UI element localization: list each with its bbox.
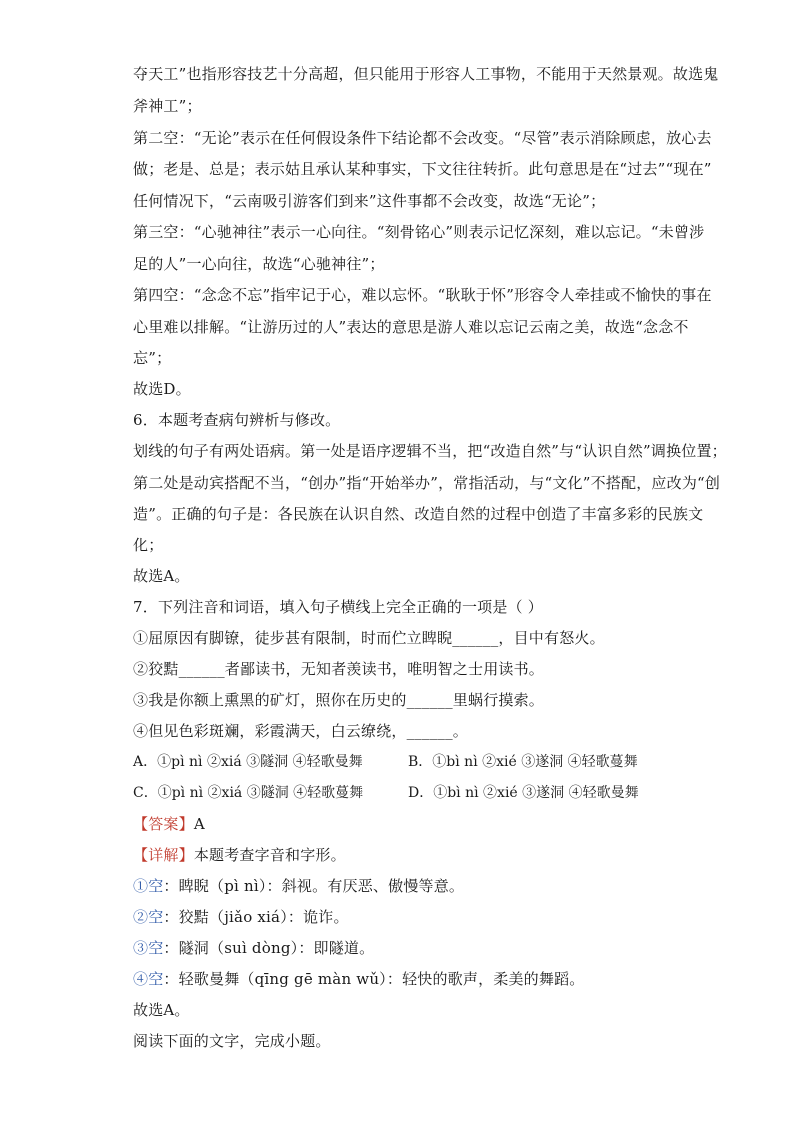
text-line: 任何情况下，“云南吸引游客们到来”这件事都不会改变，故选“无论”； <box>133 192 606 210</box>
text-line: 造”。正确的句子是：各民族在认识自然、改造自然的过程中创造了丰富多彩的民族文 <box>133 505 704 523</box>
option-c: C．①pì nì ②xiá ③隧洞 ④轻歌蔓舞 <box>133 785 364 801</box>
text-line: 故选A。 <box>133 567 190 585</box>
blank-number: ①空 <box>133 877 164 895</box>
option-a: A．①pì nì ②xiá ③隧洞 ④轻歌曼舞 <box>133 754 363 770</box>
text-line: 第二处是动宾搭配不当，“创办”指“开始举办”，常指活动，与“文化”不搭配，应改为“创 <box>133 474 721 492</box>
detail-text: 本题考查字音和字形。 <box>193 846 346 864</box>
text-line: 第四空：“念念不忘”指牢记于心，难以忘怀。“耿耿于怀”形容令人牵挂或不愉快的事在 <box>133 286 712 304</box>
answer-label: 【答案】 <box>133 815 194 833</box>
option-b: B．①bì nì ②xié ③遂洞 ④轻歌蔓舞 <box>408 754 638 770</box>
text-line: 做；老是、总是；表示姑且承认某种事实，下文往往转折。此句意思是在“过去”“现在” <box>133 160 712 178</box>
text-line: 夺天工”也指形容技艺十分高超，但只能用于形容人工事物，不能用于天然景观。故选鬼 <box>133 65 719 83</box>
blank-number: ②空 <box>133 908 164 926</box>
blank-number: ④空 <box>133 970 164 988</box>
option-d: D．①bì nì ②xié ③遂洞 ④轻歌曼舞 <box>408 785 639 801</box>
question-heading: 7．下列注音和词语，填入句子横线上完全正确的一项是（ ） <box>133 598 543 616</box>
text-line: 故选D。 <box>133 380 191 398</box>
blank-explanation <box>133 907 349 927</box>
question-item: ④但见色彩斑斓，彩霞满天，白云缭绕，______。 <box>133 722 469 740</box>
blank-explanation <box>133 938 374 958</box>
text-line: 故选A。 <box>133 1001 190 1019</box>
blank-number: ③空 <box>133 939 164 957</box>
text-line: 化； <box>133 536 164 554</box>
question-heading: 6．本题考查病句辨析与修改。 <box>133 411 341 429</box>
text-line: 足的人”一心向往，故选“心驰神往”； <box>133 255 385 273</box>
answer-line <box>133 814 205 834</box>
blank-text: ：睥睨（pì nì）：斜视。有厌恶、傲慢等意。 <box>163 877 465 895</box>
blank-explanation <box>133 876 464 896</box>
answer-value: A <box>193 815 205 833</box>
text-line: 斧神工”； <box>133 97 202 115</box>
detail-label: 【详解】 <box>133 846 194 864</box>
blank-text: ：隧洞（suì dòng）：即隧道。 <box>163 939 375 957</box>
blank-text: ：轻歌曼舞（qīng gē màn wǔ）：轻快的歌声，柔美的舞蹈。 <box>163 970 585 988</box>
question-item: ③我是你额上熏黑的矿灯，照你在历史的______里蜗行摸索。 <box>133 691 545 709</box>
text-line: 忘”； <box>133 349 172 367</box>
blank-explanation <box>133 969 584 989</box>
detail-line <box>133 845 346 865</box>
blank-text: ：狡黠（jiǎo xiá）：诡诈。 <box>163 908 349 926</box>
text-line: 划线的句子有两处语病。第一处是语序逻辑不当，把“改造自然”与“认识自然”调换位置； <box>133 442 727 460</box>
text-line: 第三空：“心驰神往”表示一心向往。“刻骨铭心”则表示记忆深刻，难以忘记。“未曾涉 <box>133 223 705 241</box>
text-line: 第二空：“无论”表示在任何假设条件下结论都不会改变。“尽管”表示消除顾虑，放心去 <box>133 129 712 147</box>
question-item: ①屈原因有脚镣，徒步甚有限制，时而伫立睥睨______，目中有怒火。 <box>133 629 605 647</box>
text-line: 阅读下面的文字，完成小题。 <box>133 1032 331 1050</box>
text-line: 心里难以排解。“让游历过的人”表达的意思是游人难以忘记云南之美，故选“念念不 <box>133 318 689 336</box>
question-item: ②狡黠______者鄙读书，无知者羡读书，唯明智之士用读书。 <box>133 660 545 678</box>
